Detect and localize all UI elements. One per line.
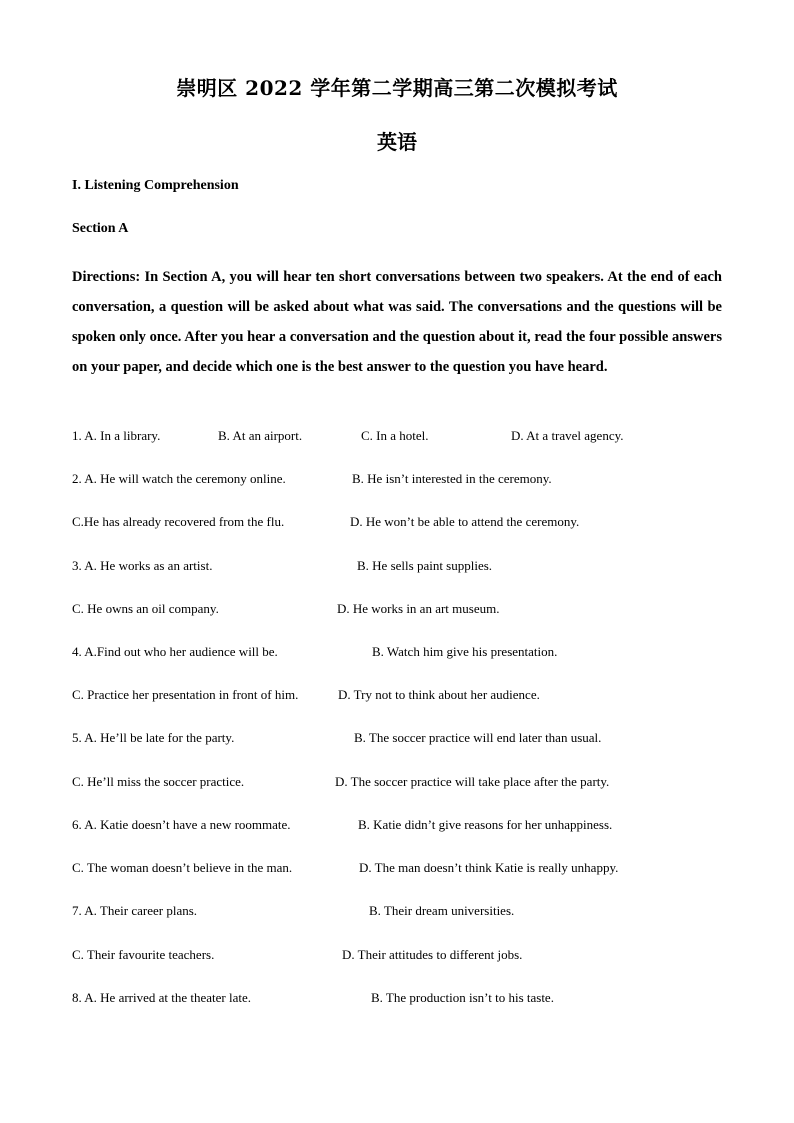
q3-option-b: B. He sells paint supplies. bbox=[357, 558, 493, 573]
question-4-row-2 bbox=[0, 687, 794, 707]
q8-option-a: 8. A. He arrived at the theater late. bbox=[72, 990, 252, 1005]
q2-option-c: C.He has already recovered from the flu. bbox=[72, 514, 285, 529]
q1-option-d: D. At a travel agency. bbox=[511, 428, 624, 443]
directions-label: Directions: bbox=[72, 269, 141, 285]
q1-option-a: 1. A. In a library. bbox=[72, 428, 161, 443]
question-3-row-2 bbox=[0, 601, 794, 621]
question-5-row-1 bbox=[0, 730, 794, 750]
q1-option-b: B. At an airport. bbox=[218, 428, 303, 443]
directions-text: In Section A, you will hear ten short conversations between two speakers. At the end of each conversation, a question will be asked about what was said. The conversations and the questions will be spoken only once. After you hear a conversation and the question about it, read the four possible answers on your paper, and decide which one is the best answer to the question you have heard. bbox=[72, 269, 722, 375]
question-2-row-1 bbox=[0, 471, 794, 491]
q6-option-a: 6. A. Katie doesn’t have a new roommate. bbox=[72, 817, 291, 832]
q2-option-a: 2. A. He will watch the ceremony online. bbox=[72, 471, 286, 486]
question-6-row-1 bbox=[0, 817, 794, 837]
question-7-row-1 bbox=[0, 903, 794, 923]
question-5-row-2 bbox=[0, 774, 794, 794]
section-heading: Section A bbox=[72, 221, 129, 236]
q4-option-d: D. Try not to think about her audience. bbox=[338, 687, 540, 702]
question-3-row-1 bbox=[0, 558, 794, 578]
q7-option-a: 7. A. Their career plans. bbox=[72, 903, 198, 918]
question-4-row-1 bbox=[0, 644, 794, 664]
q4-option-c: C. Practice her presentation in front of him. bbox=[72, 687, 299, 702]
exam-title: 崇明区 2022 学年第二学期高三第二次模拟考试 bbox=[176, 76, 618, 100]
q7-option-c: C. Their favourite teachers. bbox=[72, 947, 215, 962]
q4-option-a: 4. A.Find out who her audience will be. bbox=[72, 644, 278, 659]
q5-option-b: B. The soccer practice will end later than usual. bbox=[354, 730, 602, 745]
q4-option-b: B. Watch him give his presentation. bbox=[372, 644, 558, 659]
q8-option-b: B. The production isn’t to his taste. bbox=[371, 990, 554, 1005]
part-heading: I. Listening Comprehension bbox=[72, 178, 239, 193]
q3-option-d: D. He works in an art museum. bbox=[337, 601, 500, 616]
q7-option-d: D. Their attitudes to different jobs. bbox=[342, 947, 523, 962]
q5-option-c: C. He’ll miss the soccer practice. bbox=[72, 774, 245, 789]
q6-option-d: D. The man doesn’t think Katie is really unhappy. bbox=[359, 860, 619, 875]
question-8-row-1 bbox=[0, 990, 794, 1010]
q3-option-a: 3. A. He works as an artist. bbox=[72, 558, 213, 573]
q2-option-d: D. He won’t be able to attend the ceremony. bbox=[350, 514, 580, 529]
q6-option-b: B. Katie didn’t give reasons for her unhappiness. bbox=[358, 817, 613, 832]
exam-subject: 英语 bbox=[377, 130, 417, 154]
q5-option-a: 5. A. He’ll be late for the party. bbox=[72, 730, 235, 745]
question-6-row-2 bbox=[0, 860, 794, 880]
question-7-row-2 bbox=[0, 947, 794, 967]
directions-paragraph bbox=[72, 262, 722, 382]
question-2-row-2 bbox=[0, 514, 794, 534]
q6-option-c: C. The woman doesn’t believe in the man. bbox=[72, 860, 293, 875]
q2-option-b: B. He isn’t interested in the ceremony. bbox=[352, 471, 552, 486]
question-1-row-1 bbox=[0, 428, 794, 448]
q3-option-c: C. He owns an oil company. bbox=[72, 601, 219, 616]
q5-option-d: D. The soccer practice will take place after the party. bbox=[335, 774, 610, 789]
q7-option-b: B. Their dream universities. bbox=[369, 903, 515, 918]
q1-option-c: C. In a hotel. bbox=[361, 428, 429, 443]
